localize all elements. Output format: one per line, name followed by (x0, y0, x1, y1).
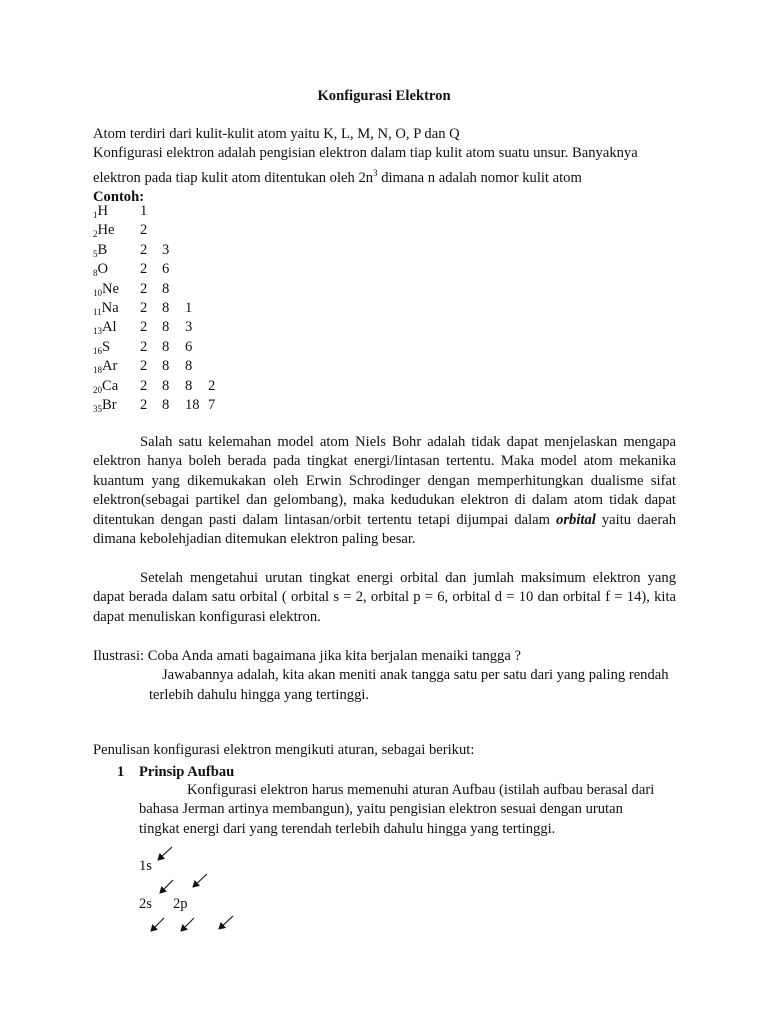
paragraph-orbital: Setelah mengetahui urutan tingkat energi orbital dan jumlah maksimum elektron yang dapat berada dalam satu orbital ( orbital s = 2, orbital p = 6, orbital d = 10 dan orbital f = 14), kita dapat menuliskan konfigurasi elektron. (93, 570, 676, 625)
atomic-number: 5 (93, 248, 98, 259)
intro-line: Atom terdiri dari kulit-kulit atom yaitu K, L, M, N, O, P dan Q (93, 126, 460, 142)
atomic-number: 20 (93, 384, 102, 395)
paragraph-text: yaitu daerah dimana kebolehjadian ditemukan elektron paling besar. (93, 511, 676, 548)
shell-count: 8 (162, 299, 170, 316)
shell-count: 2 (140, 338, 148, 355)
illustration-line: Jawabannya adalah, kita akan meniti anak tangga satu per satu dari yang paling rendah (162, 667, 669, 684)
atomic-number: 16 (93, 345, 102, 356)
arrow-icon (151, 918, 164, 931)
shell-count: 2 (140, 222, 148, 239)
shell-count: 2 (140, 299, 148, 316)
emphasis-orbital: orbital (556, 511, 596, 528)
shell-count: 1 (140, 203, 148, 219)
list-title: Prinsip Aufbau (139, 764, 235, 780)
paragraph-text: Salah satu kelemahan model atom Niels Bohr adalah tidak dapat menjelaskan mengapa elektron hanya boleh berada pada tingkat energi/lintasan tertentu. Maka model atom mekanika kuantum yang dikemukakan oleh Erwin Schrodinger dengan memperhitungkan dualisme sifat elektron(sebagai partikel dan gelombang), maka kedudukan elektron di dalam atom tidak dapat ditentukan dengan pasti dalam lintasan/orbit tertentu tetapi dijumpai dalam (93, 434, 676, 528)
orbital-1s-label: 1s (139, 858, 152, 874)
contoh-label: Contoh: (93, 189, 145, 206)
arrow-icon (193, 874, 207, 887)
illustration-line: Ilustrasi: Coba Anda amati bagaimana jika kita berjalan menaiki tangga ? (93, 648, 521, 664)
shell-count: 1 (185, 299, 193, 316)
list-number: 1 (117, 764, 125, 780)
exponent: 3 (373, 167, 378, 178)
atomic-number: 18 (93, 365, 102, 376)
element-name: H (97, 203, 109, 219)
element-name: Na (101, 299, 119, 316)
shell-count: 7 (208, 396, 216, 413)
shell-count: 2 (140, 319, 148, 336)
shell-count: 8 (162, 358, 170, 375)
shell-count: 8 (162, 280, 170, 297)
shell-count: 3 (162, 241, 170, 258)
shell-count: 2 (140, 377, 148, 394)
arrow-icon (158, 847, 172, 860)
element-name: Ne (102, 280, 120, 297)
orbital-2s-label: 2s (139, 896, 152, 912)
intro-text: elektron pada tiap kulit atom ditentukan oleh 2n (93, 169, 374, 186)
element-name: O (97, 261, 109, 278)
shell-count: 2 (140, 241, 148, 258)
orbital-2p-label: 2p (173, 896, 188, 912)
rules-intro: Penulisan konfigurasi elektron mengikuti aturan, sebagai berikut: (93, 742, 475, 758)
shell-count: 8 (162, 396, 170, 413)
element-name: Br (102, 396, 117, 413)
element-name: Ca (102, 377, 119, 394)
arrow-icon (181, 918, 194, 931)
arrow-icon (219, 916, 233, 929)
shell-count: 8 (162, 319, 170, 336)
list-body: Konfigurasi elektron harus memenuhi aturan Aufbau (istilah aufbau berasal dari bahasa Jerman artinya membangun), yaitu pengisian elektron sesuai dengan urutan tingkat energi dari yang terendah terlebih dahulu hingga yang tertinggi. (139, 782, 655, 837)
illustration-line: terlebih dahulu hingga yang tertinggi. (149, 686, 370, 703)
element-name: S (102, 338, 111, 355)
atomic-number: 10 (93, 287, 102, 298)
shell-count: 18 (185, 396, 200, 413)
element-name: Ar (102, 358, 118, 375)
shell-count: 2 (140, 358, 148, 375)
shell-count: 3 (185, 319, 193, 336)
shell-count: 6 (162, 261, 170, 278)
element-name: He (97, 222, 115, 239)
shell-count: 2 (140, 396, 148, 413)
shell-count: 2 (140, 280, 148, 297)
shell-count: 8 (162, 377, 170, 394)
element-name: B (97, 241, 108, 258)
intro-line: Konfigurasi elektron adalah pengisian elektron dalam tiap kulit atom suatu unsur. Banyaknya (93, 145, 638, 162)
atomic-number: 35 (93, 403, 102, 414)
page-title: Konfigurasi Elektron (317, 88, 451, 104)
shell-count: 6 (185, 338, 193, 355)
atomic-number: 11 (93, 306, 102, 317)
shell-count: 8 (185, 377, 193, 394)
intro-text: dimana n adalah nomor kulit atom (377, 169, 582, 186)
shell-count: 2 (208, 377, 216, 394)
atomic-number: 13 (93, 326, 102, 337)
shell-count: 8 (185, 358, 193, 375)
atomic-number: 1 (93, 210, 98, 220)
shell-count: 2 (140, 261, 148, 278)
arrow-icon (160, 880, 173, 893)
atomic-number: 8 (93, 268, 98, 279)
atomic-number: 2 (93, 229, 98, 240)
element-name: Al (102, 319, 117, 336)
shell-count: 8 (162, 338, 170, 355)
